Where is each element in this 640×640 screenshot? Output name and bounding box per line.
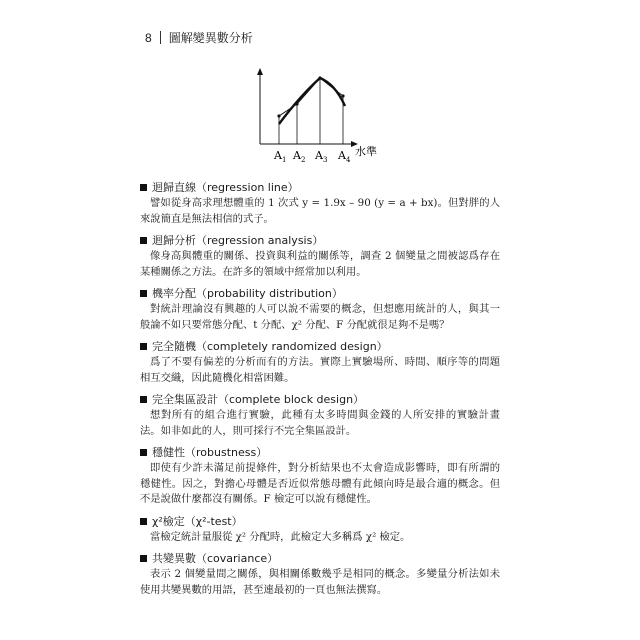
entry-heading [140,392,500,407]
entry-body: 爲了不要有偏差的分析而有的方法。實際上實驗場所、時間、順序等的問題相互交織，因此隨機化相當困難。 [140,356,500,384]
entry-term: 機率分配 [152,287,196,300]
square-bullet-icon [140,449,147,456]
glossary-entry [140,551,500,598]
glossary-entry [140,514,500,546]
point-a2 [295,102,298,105]
entry-body: 當檢定統計量服從 χ² 分配時，此檢定大多稱爲 χ² 檢定。 [150,530,411,543]
point-a1 [277,114,280,117]
square-bullet-icon [140,184,147,191]
response-curve [279,78,345,124]
entry-english: （regression analysis） [196,234,324,247]
entry-body: 對統計理論沒有興趣的人可以說不需要的概念，但想應用統計的人，與其一般論不如只要常態分配、t 分配、χ² 分配、F 分配就很足夠不是嗎？ [140,303,500,331]
entry-heading [140,233,500,248]
square-bullet-icon [140,518,147,525]
tick-a3: $A_3$ [315,149,328,164]
glossary-entry [140,286,500,333]
square-bullet-icon [140,237,147,244]
entry-term: χ²檢定 [152,514,185,528]
figure-svg [245,66,405,166]
point-a4 [341,94,344,97]
glossary-entry [140,445,500,508]
entry-term: 共變異數 [152,552,196,565]
tick-a4: $A_4$ [338,149,351,164]
entry-heading [140,514,500,529]
square-bullet-icon [140,396,147,403]
entry-body: 想對所有的組合進行實驗，此種有太多時間與金錢的人所安排的實驗計畫法。如非如此的人，則可採行不完全集區設計。 [140,409,500,437]
entry-body: 表示 2 個變量間之關係，與相關係數幾乎是相同的概念。多變量分析法如未使用共變異數的用語，甚至連最初的一頁也無法撰寫。 [140,568,500,596]
entry-english: （robustness） [185,446,268,459]
entry-english: （χ²-test） [184,514,243,528]
tick-a2: $A_2$ [293,149,306,164]
page-number: 8 [145,30,152,45]
entry-term: 穩健性 [152,446,185,459]
header-divider [160,31,161,44]
y-axis-arrow [257,68,263,75]
level-curve-figure [245,66,405,166]
entry-term: 完全隨機 [152,340,196,353]
entry-body: 像身高與體重的關係、投資與利益的關係等，調查 2 個變量之間被認爲存在某種關係之方法。在許多的領域中經常加以利用。 [140,250,500,278]
entry-english: （regression line） [196,181,299,194]
entry-english: （completely randomized design） [196,340,388,353]
square-bullet-icon [140,343,147,350]
entry-heading [140,339,500,354]
glossary-entry [140,392,500,439]
entry-english: （probability distribution） [196,287,343,300]
entry-term: 完全集區設計 [152,393,218,406]
entry-body: 即使有少許未滿足前提條件，對分析結果也不太會造成影響時，即有所謂的穩健性。因之，對擔心母體是否近似常態母體有此傾向時是最合適的概念。但不是說做什麼都沒有關係。F 檢定可以說有穩健性。 [140,462,500,505]
glossary-list [140,180,500,604]
entry-english: （complete block design） [218,393,365,406]
point-a3 [318,76,321,79]
entry-heading [140,551,500,566]
entry-term: 迴歸直線 [152,181,196,194]
entry-term: 迴歸分析 [152,234,196,247]
entry-english: （covariance） [196,552,279,565]
entry-body: 譬如從身高求理想體重的 1 次式 y = 1.9x – 90 (y = a + bx)。但對胖的人來說簡直是無法相信的式子。 [140,197,500,225]
square-bullet-icon [140,555,147,562]
book-title: 圖解變異數分析 [168,31,253,45]
entry-heading [140,180,500,195]
entry-heading [140,445,500,460]
entry-heading [140,286,500,301]
running-header [145,29,253,46]
square-bullet-icon [140,290,147,297]
glossary-entry [140,233,500,280]
tick-a1: $A_1$ [274,149,287,164]
glossary-entry [140,339,500,386]
x-axis-label: 水準 [355,145,377,158]
glossary-entry [140,180,500,227]
